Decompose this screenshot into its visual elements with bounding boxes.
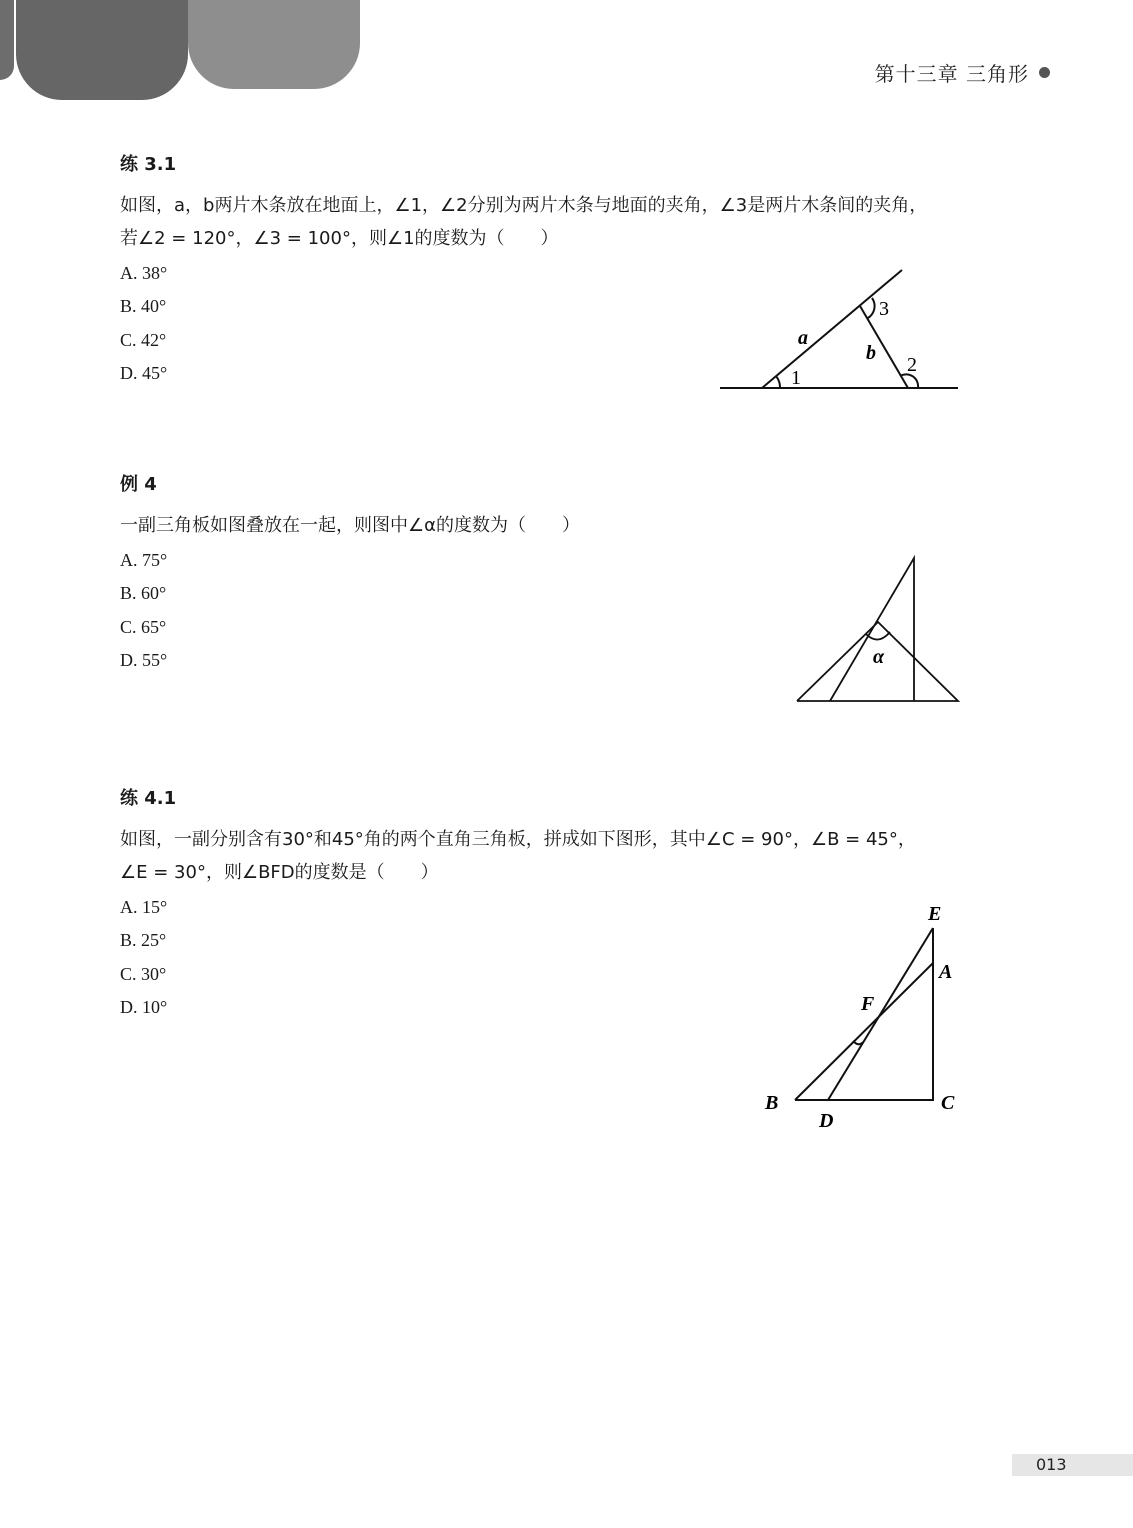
angle-1-arc xyxy=(776,376,780,388)
choice-c[interactable]: C. 65° xyxy=(120,616,167,637)
choice-a[interactable]: A. 75° xyxy=(120,550,168,570)
strip-a xyxy=(762,270,902,388)
choice-c[interactable]: C. 30° xyxy=(120,963,167,984)
label-angle-1: 1 xyxy=(791,367,801,389)
label-d: D xyxy=(819,1110,834,1132)
problem-heading: 练 4.1 xyxy=(120,788,177,809)
choice-a[interactable]: A. 38° xyxy=(120,263,168,283)
label-c: C xyxy=(941,1092,955,1114)
choice-a[interactable]: A. 15° xyxy=(120,897,168,917)
problem-stem-line: 如图，一副分别含有30°和45°角的两个直角三角板，拼成如下图形，其中∠C = 90°，∠B = 45°， xyxy=(120,829,916,850)
label-angle-3: 3 xyxy=(879,298,889,320)
choice-d[interactable]: D. 55° xyxy=(120,649,168,670)
label-angle-2: 2 xyxy=(907,354,917,376)
choice-d[interactable]: D. 45° xyxy=(120,362,168,383)
bullet-dot-icon xyxy=(1039,67,1050,78)
problem-stem-line: 一副三角板如图叠放在一起，则图中∠α的度数为（ ） xyxy=(120,515,580,536)
header-tab-decoration xyxy=(16,0,188,100)
segment-ed xyxy=(828,928,933,1100)
label-b: B xyxy=(765,1092,779,1114)
problem-stem-line: 若∠2 = 120°，∠3 = 100°，则∠1的度数为（ ） xyxy=(120,228,559,249)
choice-b[interactable]: B. 25° xyxy=(120,930,167,951)
label-a: a xyxy=(798,327,808,349)
label-e: E xyxy=(928,903,942,925)
triangle-30 xyxy=(830,558,914,701)
choice-c[interactable]: C. 42° xyxy=(120,329,167,350)
angle-3-arc xyxy=(868,298,875,318)
figure-wooden-strips xyxy=(710,260,970,400)
chapter-title-text: 第十三章 三角形 xyxy=(874,62,1029,86)
problem-stem-line: ∠E = 30°，则∠BFD的度数是（ ） xyxy=(120,862,439,883)
problem-heading: 练 3.1 xyxy=(120,154,177,175)
header-tab-decoration xyxy=(0,0,14,80)
label-b: b xyxy=(866,342,876,364)
angle-2-arc xyxy=(900,374,918,388)
choice-b[interactable]: B. 60° xyxy=(120,583,167,604)
choice-b[interactable]: B. 40° xyxy=(120,296,167,317)
choice-d[interactable]: D. 10° xyxy=(120,996,168,1017)
problem-stem-line: 如图，a，b两片木条放在地面上，∠1，∠2分别为两片木条与地面的夹角，∠3是两片木条间的夹角， xyxy=(120,195,928,216)
label-f: F xyxy=(861,993,875,1015)
problem-heading: 例 4 xyxy=(120,474,157,495)
figure-set-squares xyxy=(790,550,970,710)
header-tab-decoration xyxy=(188,0,360,89)
chapter-title xyxy=(875,58,1050,87)
figure-triangle-bcd xyxy=(755,895,970,1135)
page-number: 013 xyxy=(1012,1454,1133,1476)
angle-bfd-arc xyxy=(853,1041,863,1044)
label-alpha: α xyxy=(873,646,885,668)
label-a: A xyxy=(939,961,953,983)
triangle-abc xyxy=(795,963,933,1100)
